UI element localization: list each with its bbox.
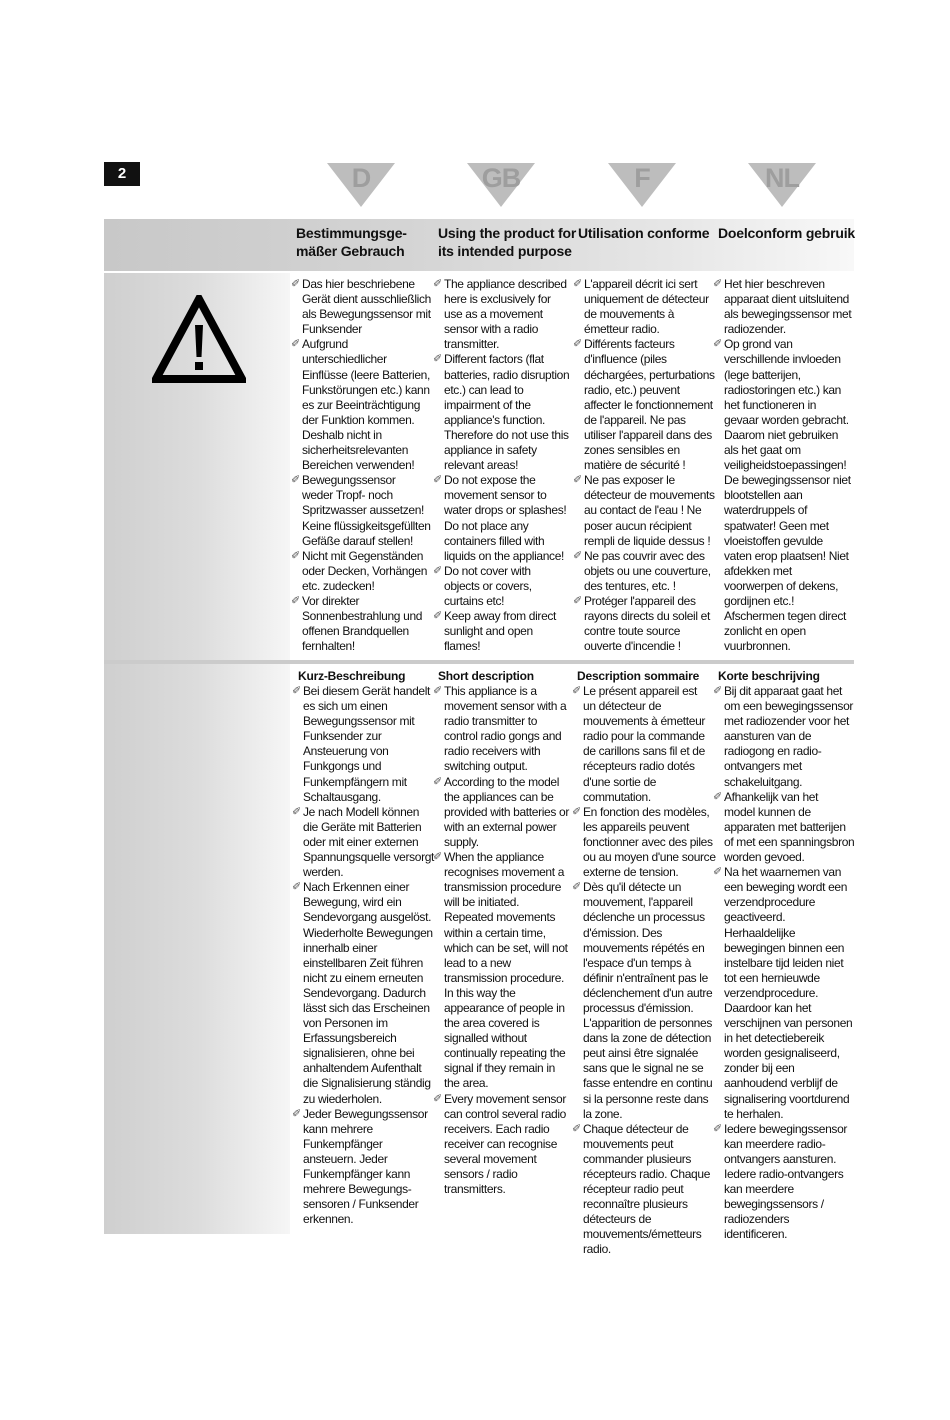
pencil-icon: ✐ [573,338,582,351]
list-item [292,1107,438,1228]
item-text: Nach Erkennen einer Bewegung, wird ein Sendevorgang ausgelöst. Wiederholte Bewegungen innerhalb einer einstellbaren Zeit führen nicht zu einem erneuten Sendevorgang. Dadurch lässt sich das Erscheinen von Personen im Erfassungsbereich signalisieren, ohne bei anhaltendem Aufenthalt die Signalisierung ständig zu wiederholen. [303,880,433,1106]
intended-use-de [291,277,437,654]
pencil-icon: ✐ [433,775,442,788]
item-text: Jeder Bewegungssensor kann mehrere Funkempfänger ansteuern. Jeder Funkempfänger kann mehrere Bewegungs- sensoren / Funksender erkennen. [303,1106,428,1227]
pencil-icon: ✐ [713,1122,722,1135]
list-item [433,1092,579,1198]
short-heading-nl: Korte beschrijving [718,669,820,683]
item-text: L'appareil décrit ici sert uniquement de détecteur de mouvements à émetteur radio. [584,277,709,337]
item-text: Bewegungssensor weder Tropf- noch Spritzwasser aussetzen! Keine flüssigkeitsgefüllten Gefäße darauf stellen! [302,473,431,548]
list-item [713,865,859,1122]
list-item [573,337,719,473]
pencil-icon: ✐ [291,549,300,562]
short-description-gb [433,684,579,1197]
list-item [292,684,438,805]
list-item [291,594,437,654]
item-text: Bij dit apparaat gaat het om een bewegingssensor met radiozender voor het aansturen van de radiogong en radio- ontvangers met schakeluitgang. [724,684,854,789]
pencil-icon: ✐ [572,685,581,697]
column-heading-nl [718,224,858,242]
item-text: Het hier beschreven apparaat dient uitsluitend als bewegingssensor met radiozender. [724,277,852,337]
list-item [573,473,719,548]
item-text: This appliance is a movement sensor with a radio transmitter to control radio gongs and radio receivers with switching output. [444,684,567,774]
list-item [713,684,859,790]
pencil-icon: ✐ [433,353,442,366]
list-item [572,1122,718,1258]
short-heading-gb: Short description [438,669,534,683]
pencil-icon: ✐ [573,594,582,607]
list-item [713,337,859,654]
list-item [433,277,579,352]
section-divider [104,660,854,664]
list-item [573,277,719,337]
item-text: Different factors (flat batteries, radio disruption etc.) can lead to impairment of the appliance's function. Therefore do not use this appliance in safety relevant areas! [444,352,570,473]
list-item [572,805,718,880]
pencil-icon: ✐ [713,338,722,351]
list-item [433,850,579,1092]
item-text: Afhankelijk van het model kunnen de apparaten met batterijen of met een spanningsbron worden gevoed. [724,789,855,865]
item-text: Na het waarnemen van een beweging wordt een verzendprocedure geactiveerd. Herhaaldelijke bewegingen binnen een instelbare tijd leiden niet tot een hernieuwde verzendprocedure. Daardoor kan het verschijnen van personen in het detectiebereik worden gesignaliseerd, zonder bij een aanhoudend verblijf de signalisering voortdurend te herhalen. [724,865,853,1121]
list-item [713,790,859,865]
item-text: Nicht mit Gegenständen oder Decken, Vorhängen etc. zudecken! [302,548,428,593]
pencil-icon: ✐ [433,610,442,623]
language-marker-f [608,163,676,207]
pencil-icon: ✐ [433,278,442,290]
short-description-de [292,684,438,1227]
intended-use-f [573,277,719,654]
pencil-icon: ✐ [433,564,442,577]
short-description-nl [713,684,859,1242]
language-label: NL [765,163,799,193]
list-item [292,805,438,880]
list-item [291,277,437,337]
list-item [572,684,718,805]
pencil-icon: ✐ [573,474,582,487]
item-text: Every movement sensor can control several radio receivers. Each radio receiver can recognise several movement sensors / radio transmitters. [444,1091,567,1197]
warning-triangle-icon [152,295,246,383]
item-text: The appliance described here is exclusively for use as a movement sensor with a radio transmitter. [444,277,567,352]
item-text: Bei diesem Gerät handelt es sich um einen Bewegungssensor mit Funksender zur Ansteuerung von Funkgongs und Funkempfängern mit Schaltausgang. [303,684,431,804]
pencil-icon: ✐ [433,1092,442,1105]
pencil-icon: ✐ [713,790,722,803]
pencil-icon: ✐ [292,685,301,697]
list-item [291,549,437,594]
short-heading-de: Kurz-Beschreibung [298,669,406,683]
list-item [292,880,438,1106]
item-text: En fonction des modèles, les appareils peuvent fonctionner avec des piles ou au moyen d'une source externe de tension. [583,804,716,880]
pencil-icon: ✐ [433,474,442,487]
language-label: F [634,163,650,193]
pencil-icon: ✐ [292,881,301,894]
list-item [291,473,437,548]
heading-text: Doelconform gebruik [718,225,855,241]
language-marker-de [327,163,395,207]
item-text: Chaque détecteur de mouvements peut commander plusieurs récepteurs radio. Chaque récepteur radio peut reconnaître plusieurs détecteurs de mouvements/émetteurs radio. [583,1121,711,1257]
list-item [433,684,579,775]
heading-text: Bestimmungsge- mäßer Gebrauch [296,225,407,259]
intended-use-nl [713,277,859,654]
language-marker-gb [467,163,535,207]
pencil-icon: ✐ [713,278,722,290]
list-item [433,775,579,850]
item-text: Je nach Modell können die Geräte mit Batterien oder mit einer externen Spannungsquelle versorgt werden. [303,804,435,880]
item-text: When the appliance recognises movement a transmission procedure will be initiated. Repeated movements within a certain time, which can be set, will not lead to a new transmission procedure. In this way the appearance of people in the area covered is signalled without continually repeating the signal if they remain in the area. [444,850,568,1091]
pencil-icon: ✐ [291,594,300,607]
list-item [291,337,437,473]
pencil-icon: ✐ [292,1107,301,1120]
list-item [713,1122,859,1243]
column-heading-f [578,224,716,242]
column-heading-de [296,224,434,260]
list-item [573,549,719,594]
item-text: Do not cover with objects or covers, curtains etc! [444,563,532,608]
language-label: D [351,163,371,193]
item-text: Différents facteurs d'influence (piles déchargées, perturbations radio, etc.) peuvent affecter le fonctionnement de l'appareil. Ne pas utiliser l'appareil dans des zones sensibles en matière de sécurité ! [584,337,715,473]
heading-text: Utilisation conforme [578,225,710,241]
item-text: Keep away from direct sunlight and open flames! [444,609,557,654]
list-item [433,609,579,654]
list-item [713,277,859,337]
short-description-f [572,684,718,1258]
pencil-icon: ✐ [572,805,581,818]
pencil-icon: ✐ [433,851,442,864]
pencil-icon: ✐ [572,1122,581,1135]
language-label: GB [481,163,521,193]
pencil-icon: ✐ [573,278,582,290]
list-item [573,594,719,654]
item-text: Dès qu'il détecte un mouvement, l'appareil déclenche un processus d'émission. Des mouvements répétés en l'espace d'un temps à définir n'entraînent pas le déclenchement d'un autre processus d'émission. L'apparition de personnes dans la zone de détection peut ainsi être signalée sans que le signal ne se fasse entendre en continu si la personne reste dans la zone. [583,880,713,1121]
pencil-icon: ✐ [573,549,582,562]
item-text: Le présent appareil est un détecteur de mouvements à émetteur radio pour la commande de carillons sans fil et de récepteurs radio dotés d'une sortie de commutation. [583,684,706,804]
item-text: According to the model the appliances can be provided with batteries or with an external power supply. [444,774,569,849]
pencil-icon: ✐ [433,685,442,697]
item-text: Op grond van verschillende invloeden (lege batterijen, radiostoringen etc.) kan het functioneren in gevaar worden gebracht. Daarom niet gebruiken als het gaat om veiligheidstoepassingen! De bewegingssensor niet blootstellen aan waterdruppels of spatwater! Geen met vloeistoffen gevulde vaten erop plaatsen! Niet afdekken met voorwerpen of dekens, gordijnen etc.! Afschermen tegen direct zonlicht en open vuurbronnen. [724,337,851,654]
pencil-icon: ✐ [292,805,301,818]
list-item [572,880,718,1122]
pencil-icon: ✐ [291,338,300,351]
item-text: Das hier beschriebene Gerät dient ausschließlich als Bewegungssensor mit Funksender [302,277,431,337]
heading-text: Using the product for its intended purpose [438,225,577,259]
list-item [433,564,579,609]
list-item [433,352,579,473]
column-heading-gb [438,224,578,260]
item-text: Iedere bewegingssensor kan meerdere radio- ontvangers aansturen. Iedere radio-ontvangers kan meerdere bewegingssensors / radiozenders identificeren. [724,1121,848,1242]
item-text: Protéger l'appareil des rayons directs du soleil et contre toute source ouverte d'incendie ! [584,593,710,654]
item-text: Ne pas couvrir avec des objets ou une couverture, des tentures, etc. ! [584,548,711,593]
language-marker-nl [748,163,816,207]
short-heading-f: Description sommaire [577,669,700,683]
item-text: Aufgrund unterschiedlicher Einflüsse (leere Batterien, Funkstörungen etc.) kann es zur Beeinträchtigung der Funktion kommen. Deshalb nicht in sicherheitsrelevanten Bereichen verwenden! [302,337,430,473]
item-text: Vor direkter Sonnenbestrahlung und offenen Brandquellen fernhalten! [302,593,423,654]
list-item [433,473,579,564]
pencil-icon: ✐ [572,881,581,894]
side-strip-bottom [104,664,290,1234]
pencil-icon: ✐ [291,278,300,290]
intended-use-gb [433,277,579,654]
item-text: Do not expose the movement sensor to water drops or splashes! Do not place any containers filled with liquids on the appliance! [444,473,567,563]
pencil-icon: ✐ [291,474,300,487]
pencil-icon: ✐ [713,685,722,697]
item-text: Ne pas exposer le détecteur de mouvements au contact de l'eau ! Ne poser aucun récipient rempli de liquide dessus ! [584,473,715,548]
pencil-icon: ✐ [713,866,722,879]
page-number: 2 [104,162,140,186]
